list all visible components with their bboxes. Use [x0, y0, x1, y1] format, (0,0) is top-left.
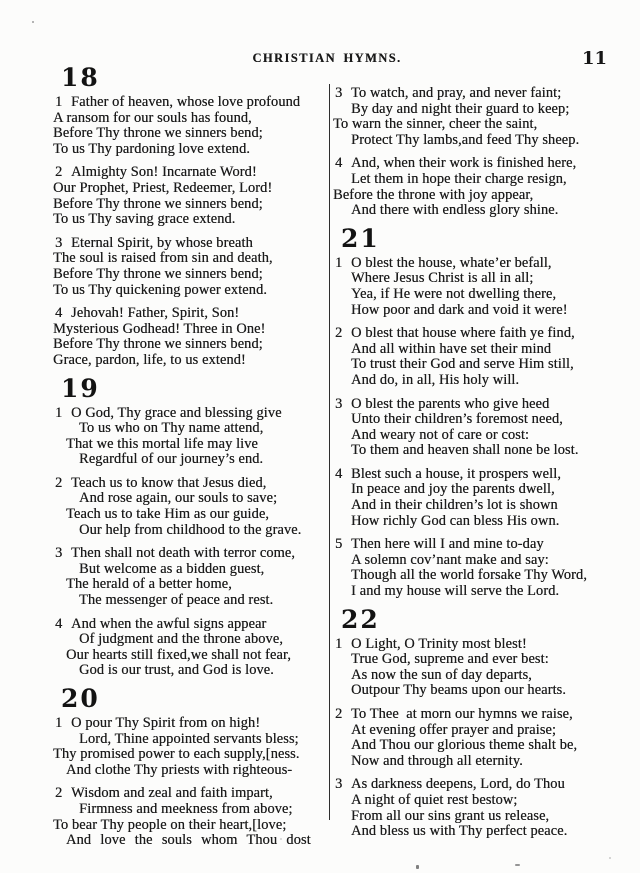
verse-line: To warn the sinner, cheer the saint,	[333, 116, 538, 133]
verse-number: 4	[55, 305, 63, 322]
verse-line: And weary not of care or cost:	[351, 426, 530, 443]
verse-line: The soul is raised from sin and death,	[53, 250, 273, 267]
verse-line: By day and night their guard to keep;	[351, 100, 570, 117]
verse-line: In peace and joy the parents dwell,	[351, 481, 555, 498]
verse-line	[53, 476, 330, 492]
verse-number: 3	[335, 776, 343, 793]
hymn-verse	[333, 777, 613, 839]
hymn-verse	[333, 86, 613, 148]
verse-number: 1	[55, 715, 63, 731]
verse-line: To us Thy saving grace extend.	[53, 211, 236, 228]
verse-line: Outpour Thy beams upon our hearts.	[351, 682, 566, 699]
verse-number: 3	[335, 395, 343, 412]
page-title: CHRISTIAN HYMNS.	[252, 51, 402, 65]
verse-number: 3	[55, 234, 63, 251]
verse-line	[53, 617, 330, 633]
hymn-verse	[53, 95, 330, 157]
verse-number: 4	[55, 615, 63, 632]
verse-line: And bless us with Thy perfect peace.	[351, 823, 568, 840]
verse-line	[333, 326, 613, 342]
verse-line: Unto their children’s foremost need,	[351, 411, 563, 428]
verse-line: Now and through all eternity.	[351, 752, 523, 769]
verse-line: And love the souls whom Thou dost	[66, 832, 311, 849]
verse-line-text: Then shall not death with terror come,	[71, 545, 295, 562]
hymn-verse	[53, 786, 330, 848]
verse-line-text: To Thee at morn our hymns we raise,	[351, 706, 573, 722]
verse-line-text: O Light, O Trinity most blest!	[351, 635, 527, 652]
verse-line-text: Jehovah! Father, Spirit, Son!	[71, 305, 240, 322]
scan-speck	[609, 857, 611, 859]
verse-line: How poor and dark and void it were!	[351, 301, 568, 318]
verse-line: Teach us to take Him as our guide,	[66, 506, 270, 523]
verse-line	[333, 637, 613, 653]
verse-line-text: Father of heaven, whose love profound	[71, 94, 301, 110]
hymn-number: 19	[61, 373, 100, 403]
verse-line-text: O pour Thy Spirit from on high!	[71, 715, 261, 731]
verse-line: Though all the world forsake Thy Word,	[351, 567, 587, 584]
hymn-verse	[53, 236, 330, 298]
verse-line-text: And, when their work is finished here,	[351, 155, 577, 172]
verse-line: And rose again, our souls to save;	[79, 490, 278, 507]
hymn-verse	[333, 637, 613, 699]
verse-line-text: To watch, and pray, and never faint;	[351, 85, 562, 101]
hymn-verse	[53, 476, 330, 538]
verse-line: Our hearts still fixed,we shall not fear,	[66, 646, 291, 663]
verse-line: A ransom for our souls has found,	[53, 109, 252, 126]
verse-line: God is our trust, and God is love.	[79, 662, 274, 679]
column-right	[333, 86, 613, 848]
hymn-verse	[333, 156, 613, 218]
verse-number: 4	[335, 465, 343, 482]
verse-line: Firmness and meekness from above;	[79, 800, 293, 817]
verse-number: 2	[335, 706, 343, 722]
verse-line-text: Then here will I and mine to-day	[351, 536, 544, 553]
verse-line	[333, 397, 613, 413]
verse-line: Before Thy throne we sinners bend;	[53, 195, 263, 212]
page-number: 11	[581, 48, 607, 69]
verse-line: Of judgment and the throne above,	[79, 631, 283, 648]
verse-line	[53, 546, 330, 562]
verse-line: And in their children’s lot is shown	[351, 497, 558, 514]
verse-line	[333, 777, 613, 793]
column-left	[53, 64, 330, 857]
verse-line-text: O blest the house, whate’er befall,	[351, 254, 552, 271]
verse-line: From all our sins grant us release,	[351, 807, 550, 824]
verse-number: 1	[55, 404, 63, 421]
verse-number: 2	[55, 474, 63, 491]
verse-line	[53, 165, 330, 181]
hymn-verse	[333, 467, 613, 529]
verse-line-text: Wisdom and zeal and faith impart,	[71, 785, 273, 802]
verse-line-text: O blest that house where faith ye find,	[351, 325, 575, 342]
verse-line	[333, 537, 613, 553]
verse-line: A solemn cov’nant make and say:	[351, 551, 549, 568]
scan-speck	[280, 838, 282, 840]
verse-line: Before Thy throne we sinners bend;	[53, 336, 263, 353]
verse-line	[53, 406, 330, 422]
verse-number: 5	[335, 536, 343, 553]
verse-line	[53, 786, 330, 802]
verse-line	[333, 86, 613, 102]
verse-line: And Thou our glorious theme shalt be,	[351, 737, 578, 754]
verse-number: 3	[55, 545, 63, 562]
verse-line: The messenger of peace and rest.	[79, 592, 274, 609]
verse-line: Where Jesus Christ is all in all;	[351, 270, 534, 287]
verse-line: Before the throne with joy appear,	[333, 186, 534, 203]
verse-line	[333, 156, 613, 172]
verse-line: True God, supreme and ever best:	[351, 651, 549, 668]
verse-number: 2	[335, 325, 343, 342]
hymn-verse	[53, 716, 330, 778]
verse-line	[333, 467, 613, 483]
verse-number: 2	[55, 785, 63, 802]
verse-number: 1	[335, 254, 343, 271]
verse-line: Our Prophet, Priest, Redeemer, Lord!	[53, 179, 273, 196]
hymn-verse	[333, 707, 613, 769]
hymn-verse	[53, 306, 330, 368]
verse-line: And there with endless glory shine.	[351, 202, 559, 219]
verse-line: Yea, if He were not dwelling there,	[351, 285, 557, 302]
hymn-number: 21	[341, 223, 380, 253]
verse-line: And all within have set their mind	[351, 340, 552, 357]
verse-line: Our help from childhood to the grave.	[79, 521, 302, 538]
hymn-verse	[333, 326, 613, 388]
verse-line-text: Almighty Son! Incarnate Word!	[71, 164, 257, 181]
verse-line: But welcome as a bidden guest,	[79, 560, 265, 577]
hymn-verse	[333, 537, 613, 599]
verse-line-text: As darkness deepens, Lord, do Thou	[351, 776, 565, 793]
verse-line: Before Thy throne we sinners bend;	[53, 125, 263, 142]
hymn-verse	[333, 397, 613, 459]
verse-line: To us Thy pardoning love extend.	[53, 140, 250, 157]
verse-line: To us who on Thy name attend,	[79, 420, 264, 437]
verse-line: The herald of a better home,	[66, 576, 232, 593]
verse-line: To bear Thy people on their heart,[love;	[53, 816, 287, 833]
hymn-verse	[53, 165, 330, 227]
verse-line: Lord, Thine appointed servants bless;	[79, 730, 299, 747]
scan-speck	[416, 865, 419, 869]
verse-line-text: Eternal Spirit, by whose breath	[71, 234, 253, 251]
hymn-number: 18	[61, 63, 100, 92]
verse-number: 2	[55, 164, 63, 181]
verse-line: And clothe Thy priests with righteous-	[66, 761, 293, 778]
verse-line: Regardful of our journey’s end.	[79, 451, 264, 468]
verse-line: And do, in all, His holy will.	[351, 371, 520, 388]
verse-line-text: Teach us to know that Jesus died,	[71, 474, 267, 491]
verse-line: Mysterious Godhead! Three in One!	[53, 320, 266, 337]
hymn-verse	[53, 546, 330, 608]
verse-line: Protect Thy lambs,and feed Thy sheep.	[351, 131, 580, 148]
verse-line	[53, 236, 330, 252]
verse-line: To them and heaven shall none be lost.	[351, 442, 579, 459]
verse-line: As now the sun of day departs,	[351, 666, 532, 683]
verse-line: Grace, pardon, life, to us extend!	[53, 351, 246, 368]
verse-line: Thy promised power to each supply,[ness.	[53, 746, 300, 763]
verse-line	[53, 716, 330, 732]
verse-line: Let them in hope their charge resign,	[351, 170, 567, 187]
hymn-verse	[53, 617, 330, 679]
hymn-verse	[53, 406, 330, 468]
verse-line-text: And when the awful signs appear	[71, 615, 267, 632]
verse-line	[53, 306, 330, 322]
verse-line: To us Thy quickening power extend.	[53, 281, 267, 298]
hymn-verse	[333, 256, 613, 318]
verse-line: I and my house will serve the Lord.	[351, 583, 560, 600]
verse-line-text: Blest such a house, it prospers well,	[351, 465, 561, 482]
scan-speck	[32, 21, 34, 23]
verse-line: A night of quiet rest bestow;	[351, 791, 518, 808]
verse-line-text: O God, Thy grace and blessing give	[71, 404, 282, 421]
hymn-number: 22	[341, 604, 380, 634]
verse-number: 3	[335, 85, 343, 101]
verse-line	[53, 95, 330, 111]
hymn-number: 20	[61, 684, 100, 713]
verse-line: To trust their God and serve Him still,	[351, 356, 574, 373]
verse-line	[333, 256, 613, 272]
verse-line	[333, 707, 613, 723]
verse-line: Before Thy throne we sinners bend;	[53, 265, 263, 282]
verse-number: 4	[335, 155, 343, 172]
verse-line-text: O blest the parents who give heed	[351, 395, 550, 412]
verse-number: 1	[335, 635, 343, 652]
verse-line: How richly God can bless His own.	[351, 512, 560, 529]
verse-number: 1	[55, 94, 63, 110]
scan-speck	[515, 864, 520, 866]
verse-line: At evening offer prayer and praise;	[351, 721, 557, 738]
verse-line: That we this mortal life may live	[66, 435, 258, 452]
